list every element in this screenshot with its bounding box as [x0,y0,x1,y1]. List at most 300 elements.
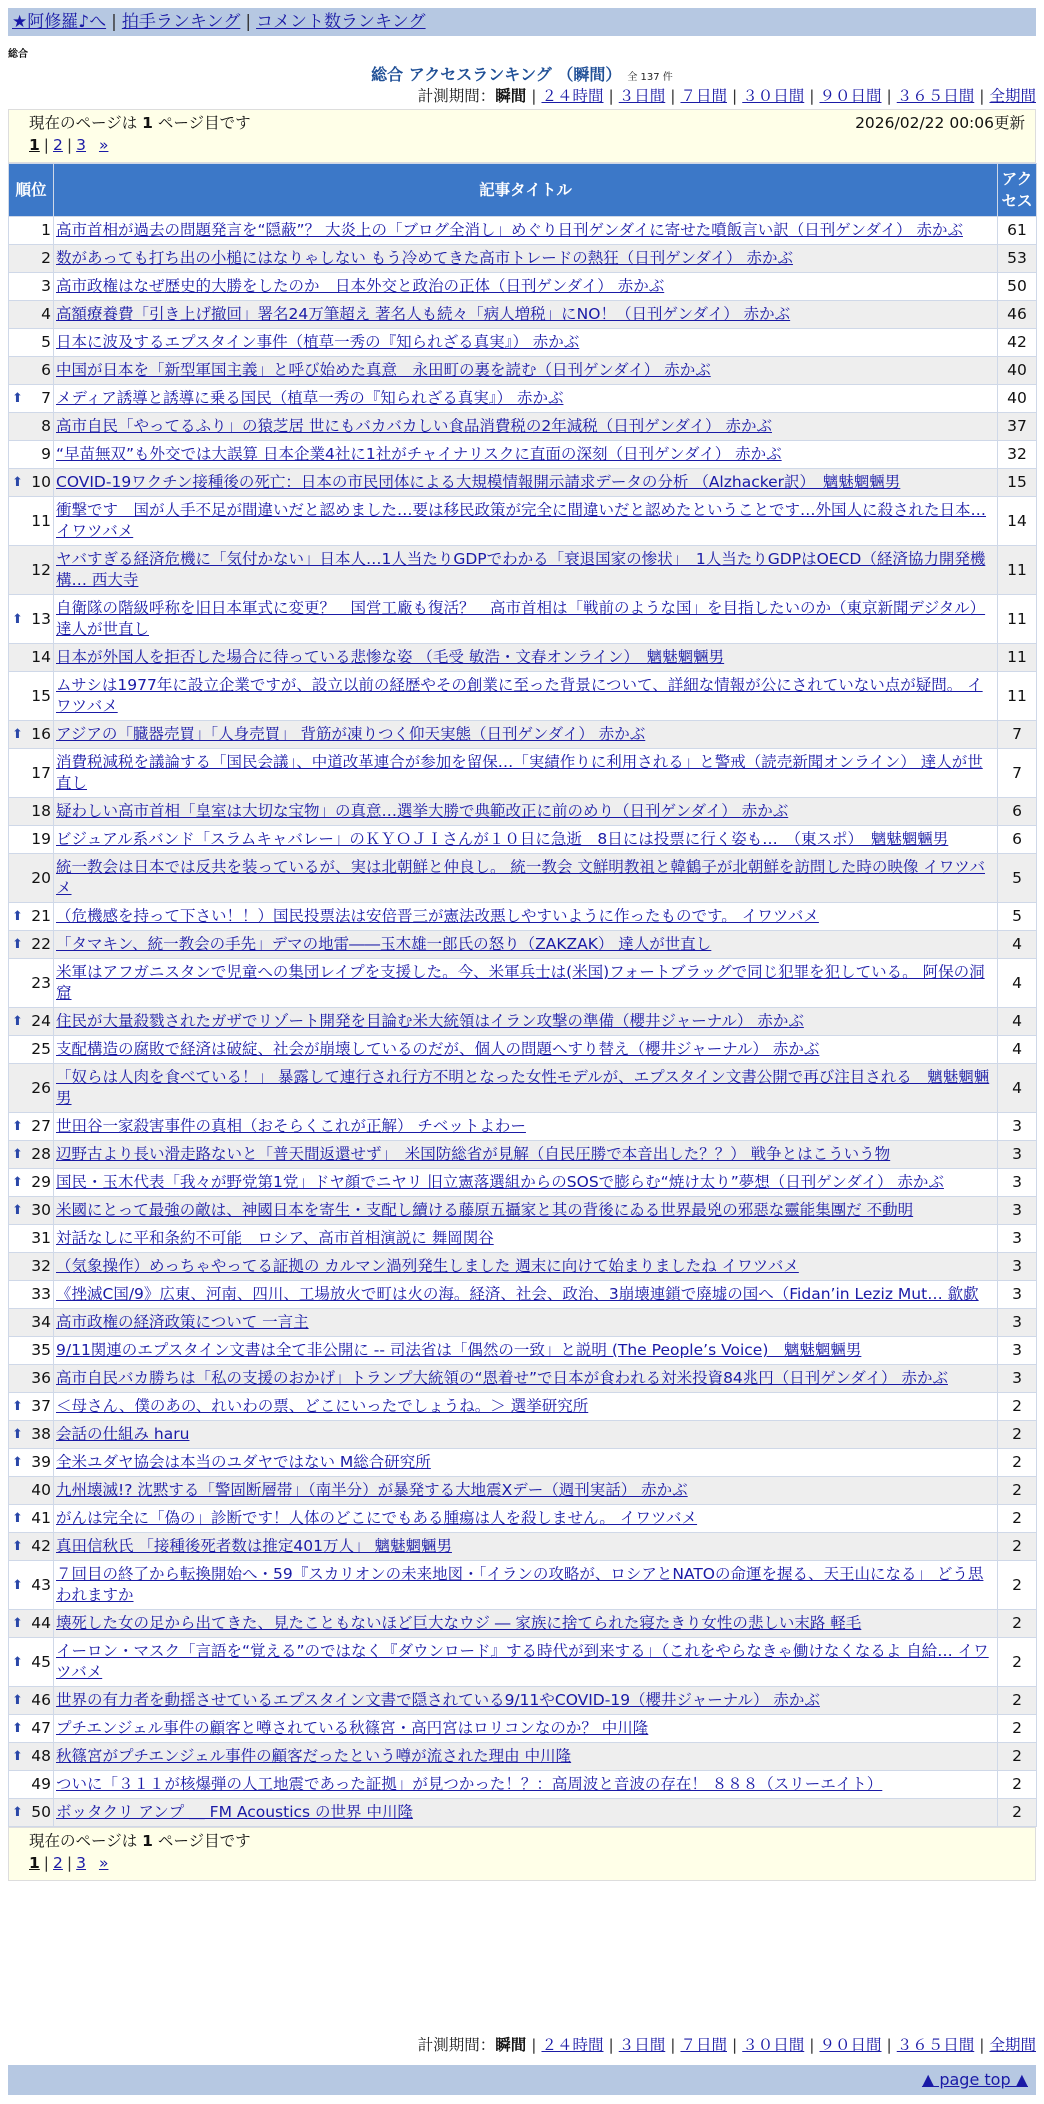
access-count: 2 [998,1393,1037,1421]
access-count: 40 [998,357,1037,385]
table-row [9,273,1037,301]
article-link[interactable]: 国民・玉木代表「我々が野党第1党」ドヤ顔でニヤリ 旧立憲落選組からのSOSで膨らむ“焼け太り”夢想（日刊ゲンダイ） 赤かぶ [56,1173,944,1191]
rank-cell [9,1064,54,1113]
rank-number: 6 [41,361,51,379]
section-label: 総合 [8,49,28,60]
pager-box-bottom [8,1827,1036,1881]
rank-cell [9,1309,54,1337]
article-link[interactable]: 数があっても打ち出の小槌にはなりゃしない もう冷めてきた高市トレードの熱狂（日刊ゲンダイ） 赤かぶ [56,249,793,267]
access-count: 2 [998,1799,1037,1827]
article-link[interactable]: 全米ユダヤ協会は本当のユダヤではない M総合研究所 [56,1453,431,1471]
article-link[interactable]: ボッタクリ アンプ ＿ FM Acoustics の世界 中川隆 [56,1803,413,1821]
article-link[interactable]: ビジュアル系バンド「スラムキャバレー」のＫＹＯＪＩさんが１０日に急逝 8日には投票に行く姿も… （東スポ） 魑魅魍魎男 [56,830,949,848]
title-cell [54,721,998,749]
article-link[interactable]: 対話なしに平和条約不可能 ロシア、高市首相演説に 舞岡関谷 [56,1229,494,1247]
table-row [9,1036,1037,1064]
bottom-period-current: 瞬間 [495,2036,527,2054]
access-count: 7 [998,721,1037,749]
article-link[interactable]: 高市政権はなぜ歴史的大勝をしたのか 日本外交と政治の正体（日刊ゲンダイ） 赤かぶ [56,277,665,295]
article-link[interactable]: “早苗無双”も外交では大誤算 日本企業4社に1社がチャイナリスクに直面の深刻（日刊ゲンダイ） 赤かぶ [56,445,782,463]
rank-number: 22 [31,935,51,953]
title-cell [54,273,998,301]
article-link[interactable]: 「タマキン、統一教会の手先」デマの地雷――玉木雄一郎氏の怒り（ZAKZAK） 達人が世直し [56,935,712,953]
article-link[interactable]: 高市自民「やってるふり」の猿芝居 世にもバカバカしい食品消費税の2年減税（日刊ゲンダイ） 赤かぶ [56,417,772,435]
article-link[interactable]: 日本が外国人を拒否した場合に待っている悲惨な姿 （毛受 敏浩・文春オンライン） 魑魅魍魎男 [56,648,725,666]
table-row [9,217,1037,245]
access-count: 3 [998,1253,1037,1281]
table-row [9,749,1037,798]
up-arrow-icon: ⬆ [12,1749,23,1764]
table-row [9,1169,1037,1197]
rank-number: 43 [31,1575,51,1594]
up-arrow-icon: ⬆ [12,391,23,406]
rank-cell [9,217,54,245]
rank-number: 47 [31,1719,51,1737]
access-count: 3 [998,1309,1037,1337]
article-link[interactable]: ７回目の終了から転換開始へ・59『スカリオンの未来地図・「イランの攻略が、ロシアとNATOの命運を握る、天王山になる」 どう思われますか [56,1565,984,1604]
rank-cell [9,959,54,1008]
ranking-table [8,163,1037,1827]
access-count: 14 [998,497,1037,546]
rank-number: 29 [31,1173,51,1191]
title-cell [54,1743,998,1771]
title-cell [54,1197,998,1225]
up-arrow-icon: ⬆ [12,1616,23,1631]
rank-number: 34 [31,1313,51,1331]
rank-number: 39 [31,1453,51,1471]
up-arrow-icon: ⬆ [12,611,23,627]
rank-number: 14 [31,648,51,666]
top-period-current: 瞬間 [495,87,527,105]
table-row [9,721,1037,749]
rank-number: 24 [31,1012,51,1030]
article-link[interactable]: 秋篠宮がプチエンジェル事件の顧客だったという噂が流された理由 中川隆 [56,1747,572,1765]
access-count: 3 [998,1169,1037,1197]
article-link[interactable]: 九州壊滅!? 沈黙する「警固断層帯」（南半分）が暴発する大地震Xデー（週刊実話） 赤かぶ [56,1481,688,1499]
up-arrow-icon: ⬆ [12,1693,23,1708]
access-count: 2 [998,1449,1037,1477]
title-cell [54,1393,998,1421]
pagination-bottom: 1 | 2 | 3 » [29,1854,109,1872]
rank-cell [9,357,54,385]
access-count: 3 [998,1337,1037,1365]
title-cell [54,903,998,931]
article-link[interactable]: COVID-19ワクチン接種後の死亡：日本の市民団体による大規模情報開示請求データの分析 （Alzhacker訳） 魑魅魍魎男 [56,473,901,491]
article-link[interactable]: 世界の有力者を動揺させているエプスタイン文書で隠されている9/11やCOVID-19（櫻井ジャーナル） 赤かぶ [56,1691,820,1709]
up-arrow-icon: ⬆ [12,1399,23,1414]
table-row [9,903,1037,931]
access-count: 2 [998,1477,1037,1505]
title-cell [54,357,998,385]
rank-cell [9,385,54,413]
access-count: 2 [998,1715,1037,1743]
rank-cell [9,1281,54,1309]
access-count: 37 [998,413,1037,441]
table-row [9,1337,1037,1365]
article-link[interactable]: 米軍はアフガニスタンで児童への集団レイプを支援した。今、米軍兵士は(米国)フォートブラッグで同じ犯罪を犯している。 阿保の洞窟 [56,963,985,1002]
rank-number: 44 [31,1614,51,1632]
title-cell [54,1771,998,1799]
title-cell [54,1064,998,1113]
title-cell [54,931,998,959]
table-row [9,1477,1037,1505]
access-count: 46 [998,301,1037,329]
access-count: 42 [998,329,1037,357]
table-row [9,1365,1037,1393]
rank-cell [9,1141,54,1169]
title-cell [54,1449,998,1477]
bottom-period-option[interactable]: 全期間 [989,2036,1036,2054]
rank-number: 1 [41,221,51,239]
top-period-option[interactable]: ９０日間 [819,87,882,105]
rank-number: 19 [31,830,51,848]
access-count: 11 [998,546,1037,595]
rank-cell [9,245,54,273]
access-count: 3 [998,1197,1037,1225]
access-count: 3 [998,1141,1037,1169]
title-cell [54,1561,998,1610]
article-link[interactable]: 衝撃です 国が人手不足が間違いだと認めました…要は移民政策が完全に間違いだと認めたということです…外国人に殺された日本… イワツバメ [56,501,987,540]
access-count: 4 [998,1008,1037,1036]
article-link[interactable]: ヤバすぎる経済危機に「気付かない」日本人…1人当たりGDPでわかる「衰退国家の惨状」 1人当たりGDPはOECD（経済協力開発機構… 西大寺 [56,550,986,589]
rank-number: 26 [31,1078,51,1097]
article-link[interactable]: ついに「３１１が核爆弾の人工地震であった証拠」が見つかった！？：高周波と音波の存在！ ８８８（スリーエイト） [56,1775,883,1793]
top-period-option[interactable]: ７日間 [680,87,727,105]
clap-ranking-link[interactable]: 拍手ランキング [121,12,241,32]
title-cell [54,749,998,798]
title-cell [54,1169,998,1197]
rank-number: 40 [31,1481,51,1499]
bottom-page-link-3[interactable]: 3 [76,1854,87,1872]
rank-cell [9,931,54,959]
up-arrow-icon: ⬆ [12,909,23,924]
article-link[interactable]: アジアの「臓器売買」「人身売買」 背筋が凍りつく仰天実態（日刊ゲンダイ） 赤かぶ [56,725,646,743]
access-count: 2 [998,1505,1037,1533]
access-count: 4 [998,1036,1037,1064]
table-row [9,1253,1037,1281]
article-link[interactable]: 消費税減税を議論する「国民会議」、中道改革連合が参加を留保…「実績作りに利用される」と警戒（読売新聞オンライン） 達人が世直し [56,753,983,792]
title-column-header: 記事タイトル [54,164,998,217]
rank-cell [9,441,54,469]
table-row [9,441,1037,469]
article-link[interactable]: 《挫滅C国/9》広東、河南、四川、工場放火で町は火の海。経済、社会、政治、3崩壊連鎖で廃墟の国へ（Fidan’in Leziz Mut… 歙歔 [56,1285,979,1303]
article-link[interactable]: 中国が日本を「新型軍国主義」と呼び始めた真意 永田町の裏を読む（日刊ゲンダイ） 赤かぶ [56,361,711,379]
rank-cell [9,1533,54,1561]
title-cell [54,1141,998,1169]
up-arrow-icon: ⬆ [12,1721,23,1736]
rank-number: 3 [41,277,51,295]
rank-cell [9,1638,54,1687]
title-cell [54,595,998,644]
title-cell [54,497,998,546]
rank-number: 17 [31,763,51,782]
title-cell [54,1477,998,1505]
period-selector-top: 計測期間：瞬間 | ２４時間 | ３日間 | ７日間 | ３０日間 | ９０日間 | ３６５日間 | 全期間 [417,87,1036,105]
table-row [9,1113,1037,1141]
access-count: 2 [998,1771,1037,1799]
title-cell [54,1225,998,1253]
table-row [9,672,1037,721]
table-row [9,798,1037,826]
article-link[interactable]: （危機感を持って下さい！！）国民投票法は安倍晋三が憲法改悪しやすいように作ったものです。 イワツバメ [56,907,819,925]
article-link[interactable]: 「奴らは人肉を食べている！」 暴露して連行され行方不明となった女性モデルが、エプスタイン文書公開で再び注目される 魑魅魍魎男 [56,1068,990,1107]
rank-number: 23 [31,973,51,992]
rank-cell [9,644,54,672]
rank-number: 18 [31,802,51,820]
title-cell [54,826,998,854]
updated-at: 2026/02/22 00:06更新 [855,114,1025,132]
title-cell [54,546,998,595]
bottom-period-option[interactable]: ９０日間 [819,2036,882,2054]
article-link[interactable]: ＜母さん、僕のあの、れいわの票、どこにいったでしょうね。＞ 選挙研究所 [56,1397,589,1415]
up-arrow-icon: ⬆ [12,1147,23,1162]
title-cell [54,413,998,441]
rank-number: 21 [31,907,51,925]
title-cell [54,217,998,245]
total-count: 全 137 件 [627,72,673,83]
table-row [9,1561,1037,1610]
title-cell [54,1309,998,1337]
title-cell [54,301,998,329]
title-cell [54,959,998,1008]
rank-cell [9,1008,54,1036]
rank-cell [9,301,54,329]
table-row [9,385,1037,413]
rank-number: 37 [31,1397,51,1415]
bottom-period-option[interactable]: ３０日間 [742,2036,805,2054]
up-arrow-icon: ⬆ [12,1539,23,1554]
article-link[interactable]: メディア誘導と誘導に乗る国民（植草一秀の『知られざる真実』） 赤かぶ [56,389,564,407]
rank-cell [9,672,54,721]
rank-number: 10 [31,473,51,491]
rank-number: 38 [31,1425,51,1443]
rank-cell [9,329,54,357]
article-link[interactable]: 高額療養費「引き上げ撤回」署名24万筆超え 著名人も続々「病人増税」にNO！（日刊ゲンダイ） 赤かぶ [56,305,791,323]
up-arrow-icon: ⬆ [12,1014,23,1029]
rank-number: 5 [41,333,51,351]
rank-cell [9,903,54,931]
title-cell [54,1365,998,1393]
article-link[interactable]: 米國にとって最強の敵は、神國日本を寄生・支配し續ける藤原五攝家と其の背後にゐる世界最兇の邪惡な靈能集團だ 不動明 [56,1201,914,1219]
access-count: 11 [998,672,1037,721]
access-count: 3 [998,1365,1037,1393]
access-count: 2 [998,1610,1037,1638]
rank-number: 33 [31,1285,51,1303]
table-row [9,1449,1037,1477]
bottom-period-option[interactable]: ７日間 [680,2036,727,2054]
article-link[interactable]: 9/11関連のエプスタイン文書は全て非公開に -- 司法省は「偶然の一致」と説明 (The People’s Voice) 魑魅魍魎男 [56,1341,862,1359]
table-row [9,644,1037,672]
access-count: 6 [998,798,1037,826]
top-next-page-link[interactable]: » [98,136,109,154]
article-link[interactable]: 世田谷一家殺害事件の真相（おそらくこれが正解） チベットよわー [56,1117,526,1135]
table-row [9,1799,1037,1827]
table-row [9,1281,1037,1309]
bottom-next-page-link[interactable]: » [98,1854,109,1872]
top-period-label: 計測期間： [417,87,496,105]
bottom-page-link-2[interactable]: 2 [53,1854,63,1872]
current-page-text: 現在のページは 1 ページ目です [29,114,251,132]
access-count: 6 [998,826,1037,854]
rank-cell [9,1337,54,1365]
access-count: 2 [998,1687,1037,1715]
access-count: 2 [998,1533,1037,1561]
article-link[interactable]: ムサシは1977年に設立企業ですが、設立以前の経歴やその創業に至った背景について、詳細な情報が公にされていない点が疑問。 イワツバメ [56,676,983,715]
home-link[interactable]: ★阿修羅♪へ [12,12,107,32]
rank-cell [9,1799,54,1827]
article-link[interactable]: イーロン・マスク「言語を“覚える”のではなく『ダウンロード』する時代が到来する」（これをやらなきゃ働けなくなるよ 自給… イワツバメ [56,1642,989,1681]
page-title-text: 総合 アクセスランキング （瞬間） [371,65,622,84]
page-top-link[interactable]: ▲ page top ▲ [921,2070,1028,2089]
table-row [9,1421,1037,1449]
table-row [9,931,1037,959]
article-link[interactable]: 支配構造の腐敗で経済は破綻、社会が崩壊しているのだが、個人の問題へすり替え（櫻井ジャーナル） 赤かぶ [56,1040,820,1058]
up-arrow-icon: ⬆ [12,1805,23,1820]
access-count: 2 [998,1743,1037,1771]
article-link[interactable]: （気象操作）めっちゃやってる証拠の カルマン渦列発生しました 週末に向けて始まりましたね イワツバメ [56,1257,799,1275]
article-link[interactable]: 自衛隊の階級呼称を旧日本軍式に変更？ 国営工廠も復活？ 高市首相は「戦前のような国」を目指したいのか（東京新聞デジタル） 達人が世直し [56,599,986,638]
up-arrow-icon: ⬆ [12,1119,23,1134]
bottom-period-option[interactable]: ３６５日間 [896,2036,975,2054]
table-row [9,546,1037,595]
up-arrow-icon: ⬆ [12,1427,23,1442]
rank-cell [9,1197,54,1225]
table-row [9,1197,1037,1225]
rank-number: 20 [31,868,51,887]
table-row [9,1505,1037,1533]
title-cell [54,385,998,413]
current-page-text-bottom: 現在のページは 1 ページ目です [29,1832,251,1850]
rank-cell [9,1449,54,1477]
period-selector-bottom: 計測期間：瞬間 | ２４時間 | ３日間 | ７日間 | ３０日間 | ９０日間 | ３６５日間 | 全期間 [417,2036,1036,2054]
rank-number: 27 [31,1117,51,1135]
article-link[interactable]: 統一教会は日本では反共を装っているが、実は北朝鮮と仲良し。 統一教会 文鮮明教祖と韓鶴子が北朝鮮を訪問した時の映像 イワツバメ [56,858,985,897]
top-page-link-3[interactable]: 3 [76,136,87,154]
access-count: 5 [998,854,1037,903]
table-row [9,1064,1037,1113]
rank-number: 7 [41,389,51,407]
article-link[interactable]: 日本に波及するエプスタイン事件（植草一秀の『知られざる真実』） 赤かぶ [56,333,580,351]
bottom-bar [8,2065,1036,2095]
rank-cell [9,1393,54,1421]
rank-cell [9,273,54,301]
table-row [9,329,1037,357]
article-link[interactable]: がんは完全に「偽の」診断です！人体のどこにでもある腫瘍は人を殺しません。 イワツバメ [56,1509,698,1527]
title-cell [54,1687,998,1715]
access-count: 11 [998,595,1037,644]
rank-cell [9,595,54,644]
access-count: 11 [998,644,1037,672]
article-link[interactable]: 会話の仕組み haru [56,1425,190,1443]
rank-number: 13 [31,609,51,628]
table-row [9,1771,1037,1799]
top-page-link-1[interactable]: 1 [29,136,40,154]
title-cell [54,1253,998,1281]
bottom-page-link-1[interactable]: 1 [29,1854,40,1872]
access-count: 2 [998,1638,1037,1687]
rank-number: 35 [31,1341,51,1359]
access-count: 4 [998,931,1037,959]
rank-cell [9,1365,54,1393]
rank-cell [9,1687,54,1715]
table-row [9,1743,1037,1771]
article-link[interactable]: プチエンジェル事件の顧客と噂されている秋篠宮・高円宮はロリコンなのか？ 中川隆 [56,1719,649,1737]
rank-number: 25 [31,1040,51,1058]
table-row [9,1141,1037,1169]
bottom-period-option[interactable]: ２４時間 [541,2036,604,2054]
table-row [9,1715,1037,1743]
article-link[interactable]: 住民が大量殺戮されたガザでリゾート開発を目論む米大統領はイラン攻撃の準備（櫻井ジャーナル） 赤かぶ [56,1012,804,1030]
top-period-option[interactable]: 全期間 [989,87,1036,105]
pagination: 1 | 2 | 3 » [29,136,109,154]
comment-ranking-link[interactable]: コメント数ランキング [256,12,426,32]
article-link[interactable]: 真田信秋氏 「接種後死者数は推定401万人」 魑魅魍魎男 [56,1537,452,1555]
up-arrow-icon: ⬆ [12,727,23,742]
article-link[interactable]: 疑わしい高市首相「皇室は大切な宝物」の真意…選挙大勝で典範改正に前のめり（日刊ゲンダイ） 赤かぶ [56,802,789,820]
top-period-option[interactable]: ３０日間 [742,87,805,105]
access-count: 7 [998,749,1037,798]
rank-number: 41 [31,1509,51,1527]
title-cell [54,1505,998,1533]
rank-cell [9,1743,54,1771]
access-count: 5 [998,903,1037,931]
article-link[interactable]: 壊死した女の足から出てきた、見たこともないほど巨大なウジ ― 家族に捨てられた寝たきり女性の悲しい末路 軽毛 [56,1614,862,1632]
rank-cell [9,749,54,798]
rank-column-header: 順位 [9,164,54,217]
access-count: 3 [998,1113,1037,1141]
article-link[interactable]: 高市首相が過去の問題発言を“隠蔽”？ 大炎上の「ブログ全消し」めぐり日刊ゲンダイに寄せた噴飯言い訳（日刊ゲンダイ） 赤かぶ [56,221,963,239]
access-count: 61 [998,217,1037,245]
article-link[interactable]: 辺野古より長い滑走路ないと「普天間返還せず」 米国防総省が見解（自民圧勝で本音出した？？） 戦争とはこういう物 [56,1145,891,1163]
rank-number: 30 [31,1201,51,1219]
top-period-option[interactable]: ２４時間 [541,87,604,105]
bottom-period-option[interactable]: ３日間 [618,2036,666,2054]
article-link[interactable]: 高市政権の経済政策について 一言主 [56,1313,309,1331]
access-count: 4 [998,959,1037,1008]
rank-number: 12 [31,560,51,579]
title-cell [54,1337,998,1365]
rank-number: 50 [31,1803,51,1821]
rank-cell [9,721,54,749]
title-cell [54,1421,998,1449]
title-cell [54,1715,998,1743]
article-link[interactable]: 高市自民バカ勝ちは「私の支援のおかげ」トランプ大統領の“恩着せ”で日本が食われる対米投資84兆円（日刊ゲンダイ） 赤かぶ [56,1369,948,1387]
top-period-option[interactable]: ３６５日間 [896,87,975,105]
top-period-option[interactable]: ３日間 [618,87,666,105]
rank-cell [9,1610,54,1638]
title-cell [54,245,998,273]
top-page-link-2[interactable]: 2 [53,136,63,154]
rank-cell [9,497,54,546]
access-count: 40 [998,385,1037,413]
table-row [9,826,1037,854]
access-count: 2 [998,1421,1037,1449]
table-row [9,1687,1037,1715]
rank-number: 11 [31,511,51,530]
rank-number: 2 [41,249,51,267]
rank-number: 36 [31,1369,51,1387]
rank-number: 4 [41,305,51,323]
rank-cell [9,826,54,854]
rank-number: 28 [31,1145,51,1163]
title-cell [54,1638,998,1687]
rank-cell [9,1113,54,1141]
rank-number: 31 [31,1229,51,1247]
title-cell [54,644,998,672]
rank-number: 48 [31,1747,51,1765]
rank-cell [9,1505,54,1533]
table-row [9,959,1037,1008]
